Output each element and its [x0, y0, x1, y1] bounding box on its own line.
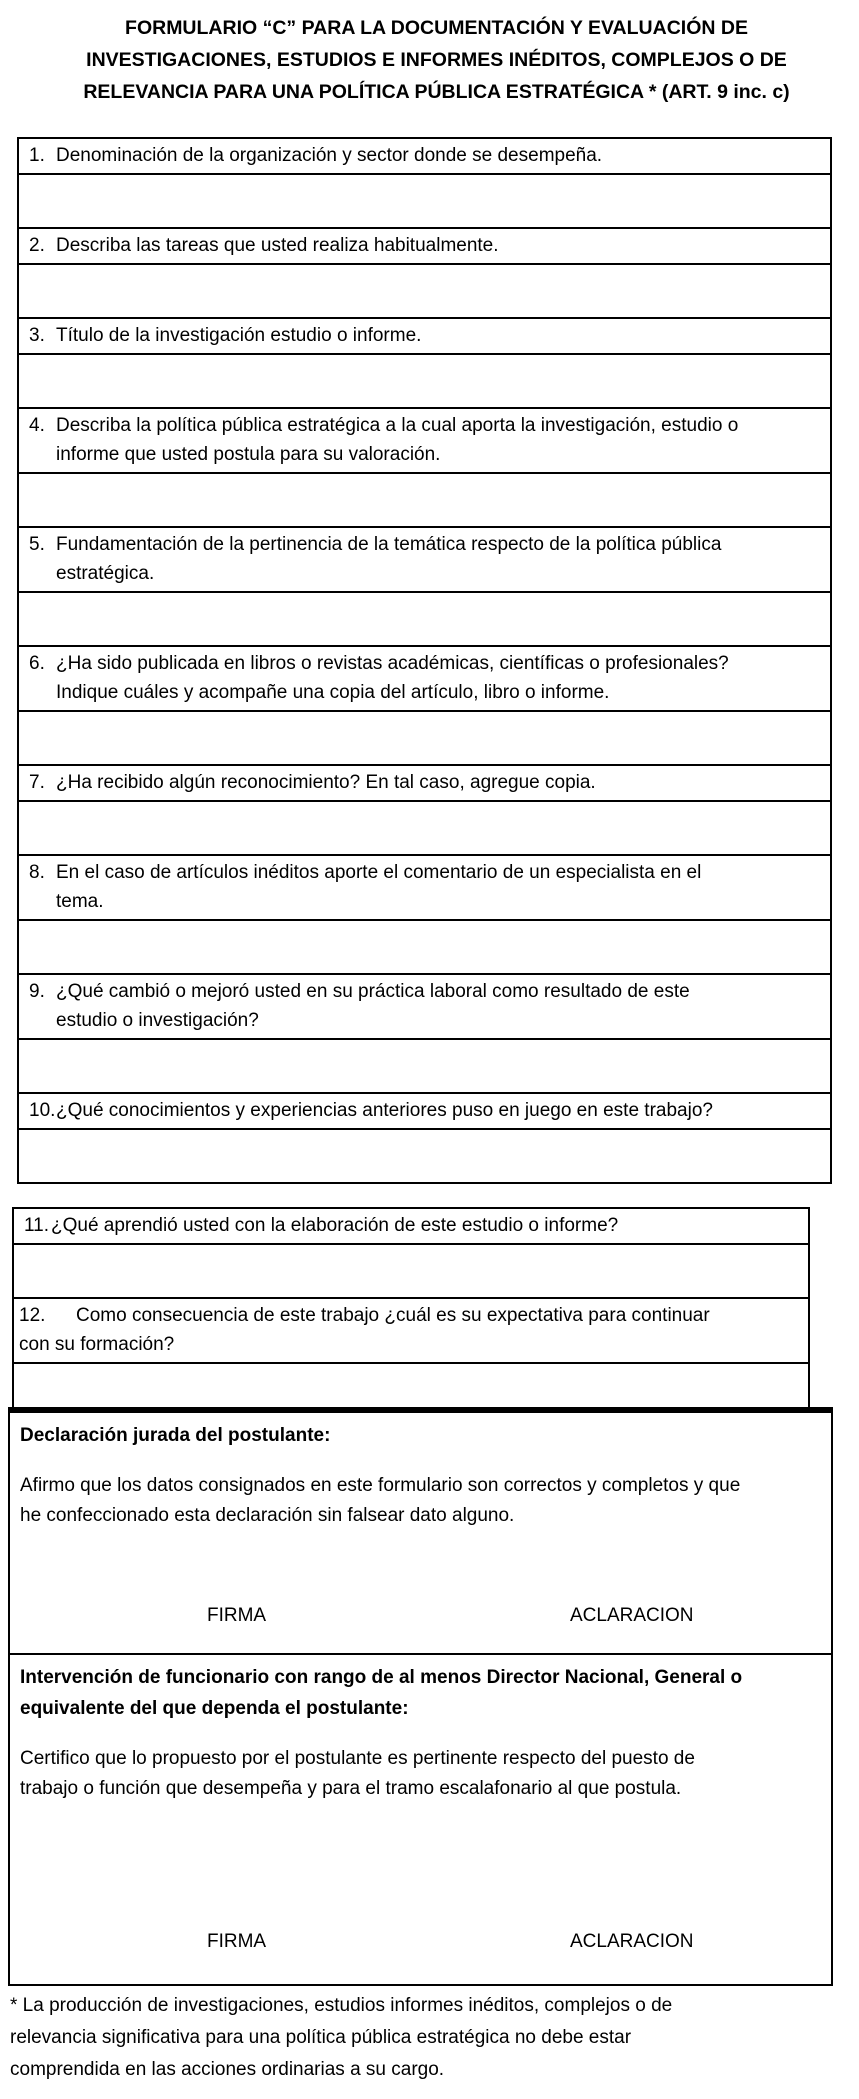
aclaracion-label: ACLARACION [570, 1931, 694, 1952]
question-header [14, 1209, 808, 1245]
answer-cell [19, 1130, 830, 1182]
answer-cell [19, 355, 830, 409]
aclaracion-label: ACLARACION [570, 1605, 694, 1626]
answer-cell [19, 265, 830, 319]
text-line: comprendida en las acciones ordinarias a su cargo. [10, 2059, 445, 2080]
question-number: 12. [19, 1305, 46, 1326]
text-line: 12. Como consecuencia de este trabajo ¿cuál es su expectativa para continuar [19, 1301, 798, 1330]
question-header [19, 856, 830, 921]
question-number: 1. [29, 145, 45, 166]
question-header [19, 975, 830, 1040]
declaration-jurada-section [10, 1413, 831, 1655]
question-header [19, 139, 830, 175]
firma-label: FIRMA [207, 1605, 267, 1626]
declaration-body [10, 1451, 831, 1531]
answer-cell [19, 802, 830, 856]
question-number: 9. [29, 981, 45, 1002]
question-number: 7. [29, 772, 45, 793]
text-line: estratégica. [56, 563, 155, 584]
text-line: RELEVANCIA PARA UNA POLÍTICA PÚBLICA ESTRATÉGICA * (ART. 9 inc. c) [83, 81, 790, 103]
signature-row [10, 1605, 831, 1631]
question-header [19, 229, 830, 265]
text-line: estudio o investigación? [56, 1010, 259, 1031]
text-line: Fundamentación de la pertinencia de la temática respecto de la política pública [56, 534, 722, 555]
declaration-funcionario-section [10, 1655, 831, 1984]
firma-label: FIRMA [207, 1931, 267, 1952]
question-number: 8. [29, 862, 45, 883]
answer-cell [14, 1245, 808, 1299]
text-line: FORMULARIO “C” PARA LA DOCUMENTACIÓN Y EVALUACIÓN DE [125, 17, 748, 39]
text-line: Denominación de la organización y sector donde se desempeña. [56, 145, 603, 166]
questions-table-2 [12, 1207, 810, 1418]
question-number: 3. [29, 325, 45, 346]
answer-cell [19, 712, 830, 766]
declarations-box [8, 1407, 833, 1986]
text-line: con su formación? [19, 1334, 175, 1355]
text-line: equivalente del que dependa el postulante: [20, 1698, 409, 1719]
question-number: 11. [24, 1215, 50, 1236]
answer-cell [19, 1040, 830, 1094]
text-line: ¿Qué aprendió usted con la elaboración de este estudio o informe? [51, 1215, 619, 1236]
text-line: INVESTIGACIONES, ESTUDIOS E INFORMES INÉDITOS, COMPLEJOS O DE [86, 49, 787, 71]
question-number: 4. [29, 415, 45, 436]
answer-cell [19, 175, 830, 229]
text-line: Describa la política pública estratégica a la cual aporta la investigación, estudio o [56, 415, 739, 436]
questions-table-1 [17, 137, 832, 1184]
question-header [19, 528, 830, 593]
text-line: Afirmo que los datos consignados en este formulario son correctos y completos y que [20, 1475, 741, 1496]
question-number: 5. [29, 534, 45, 555]
question-header [19, 319, 830, 355]
text-line: relevancia significativa para una política pública estratégica no debe estar [10, 2027, 632, 2048]
text-line: Intervención de funcionario con rango de al menos Director Nacional, General o [20, 1667, 743, 1688]
text-line: Indique cuáles y acompañe una copia del artículo, libro o informe. [56, 682, 610, 703]
text-line: ¿Ha recibido algún reconocimiento? En tal caso, agregue copia. [56, 772, 596, 793]
answer-cell [19, 593, 830, 647]
text-line: * La producción de investigaciones, estudios informes inéditos, complejos o de [10, 1995, 673, 2016]
declaration-heading [10, 1413, 831, 1451]
form-title [14, 12, 859, 108]
text-line: ¿Ha sido publicada en libros o revistas académicas, científicas o profesionales? [56, 653, 729, 674]
text-line: ¿Qué cambió o mejoró usted en su práctica laboral como resultado de este [56, 981, 690, 1002]
question-header [19, 1094, 830, 1130]
text-line: trabajo o función que desempeña y para el tramo escalafonario al que postula. [20, 1778, 682, 1799]
question-header [19, 647, 830, 712]
text-line: Describa las tareas que usted realiza habitualmente. [56, 235, 499, 256]
text-line: Declaración jurada del postulante: [20, 1425, 331, 1446]
question-header [19, 766, 830, 802]
question-number: 2. [29, 235, 45, 256]
declaration-body [10, 1724, 831, 1804]
declaration-heading [10, 1655, 831, 1724]
question-header [14, 1299, 808, 1364]
question-number: 6. [29, 653, 45, 674]
text-line: ¿Qué conocimientos y experiencias anteriores puso en juego en este trabajo? [56, 1100, 713, 1121]
signature-row [10, 1931, 831, 1957]
text-line: Certifico que lo propuesto por el postulante es pertinente respecto del puesto de [20, 1748, 695, 1769]
question-number: 10. [29, 1100, 56, 1121]
footnote [10, 1990, 810, 2086]
text-line: informe que usted postula para su valoración. [56, 444, 441, 465]
text-line: he confeccionado esta declaración sin falsear dato alguno. [20, 1505, 515, 1526]
text-line: En el caso de artículos inéditos aporte el comentario de un especialista en el [56, 862, 702, 883]
answer-cell [19, 921, 830, 975]
question-header [19, 409, 830, 474]
text-line: tema. [56, 891, 104, 912]
text-line: Título de la investigación estudio o informe. [56, 325, 422, 346]
answer-cell [19, 474, 830, 528]
